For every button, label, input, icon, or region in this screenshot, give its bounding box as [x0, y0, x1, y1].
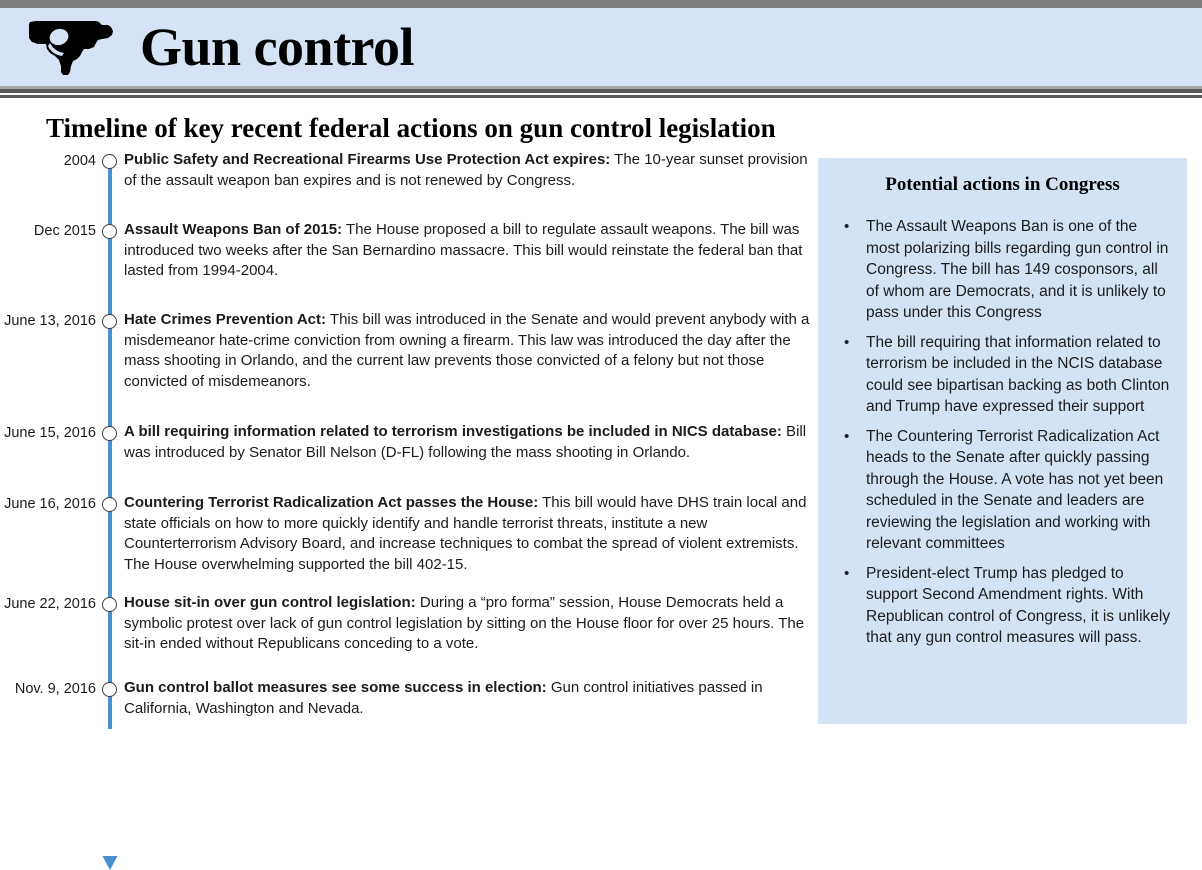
timeline-event-date: June 15, 2016 — [4, 425, 96, 441]
bullet-icon: • — [844, 333, 850, 351]
list-item — [834, 426, 1171, 555]
timeline-event-text: During a “pro forma” session, House Democrats held a symbolic protest over lack of gun control legislation by sitting on the House floor for over 25 hours. The sit-in ended without Republicans conceding to a vote. — [124, 594, 805, 652]
timeline-event-text: The House proposed a bill to regulate assault weapons. The bill was introduced two weeks after the San Bernardino massacre. This bill would reinstate the federal ban that lasted from 1994-2004. — [124, 221, 803, 279]
timeline-event-date: June 22, 2016 — [4, 596, 96, 612]
timeline-event-body — [124, 493, 810, 575]
timeline-event-text: Bill was introduced by Senator Bill Nelson (D-FL) following the mass shooting in Orlando. — [124, 423, 807, 461]
page-banner — [0, 8, 1202, 86]
timeline-marker-dot — [102, 154, 117, 169]
timeline-event-body — [124, 422, 810, 463]
list-item-text: The Assault Weapons Ban is one of the most polarizing bills regarding gun control in Congress. The bill has 149 cosponsors, all of whom are Democrats, and it is unlikely to pass under this Congress — [866, 218, 1169, 321]
bullet-icon: • — [844, 564, 850, 582]
timeline-marker-dot — [102, 314, 117, 329]
timeline-event-body — [124, 150, 810, 191]
sidebar-list — [834, 216, 1171, 649]
timeline-marker-dot — [102, 497, 117, 512]
timeline-event-date: Dec 2015 — [33, 223, 96, 239]
timeline-event-date: June 16, 2016 — [4, 496, 96, 512]
bullet-icon: • — [844, 218, 850, 235]
top-rule — [0, 0, 1202, 8]
timeline-event-headline: House sit-in over gun control legislation: — [124, 594, 416, 611]
list-item — [834, 216, 1171, 324]
timeline — [0, 152, 812, 752]
timeline-marker-dot — [102, 224, 117, 239]
timeline-event-headline: A bill requiring information related to terrorism investigations be included in NICS database: — [124, 423, 782, 440]
timeline-event-text: This bill would have DHS train local and state officials on how to more quickly identify and handle terrorist threats, institute a new Counterterrorism Advisory Board, and increase techniques to combat the spread of violent extremists. The House overwhelming supported the bill 402-15. — [124, 494, 807, 573]
list-item — [834, 563, 1171, 649]
timeline-marker-dot — [102, 426, 117, 441]
timeline-arrow-icon — [100, 852, 120, 870]
timeline-event-headline: Gun control ballot measures see some success in election: — [124, 679, 547, 696]
header-divider-4 — [0, 95, 1202, 98]
potential-actions-panel — [818, 158, 1187, 724]
section-title: Timeline of key recent federal actions on gun control legislation — [46, 113, 776, 143]
timeline-event-date: Nov. 9, 2016 — [14, 681, 96, 697]
list-item-text: The bill requiring that information related to terrorism be included in the NCIS database could see bipartisan backing as both Clinton and Trump have expressed their support — [866, 333, 1170, 415]
timeline-event-text: This bill was introduced in the Senate and would prevent anybody with a misdemeanor hate-crime conviction from owning a firearm. This law was introduced the day after the mass shooting in Orlando, and the current law prevents those convicted of a felony but not those convicted of misdemeanors. — [124, 311, 810, 390]
timeline-event-body — [124, 678, 810, 719]
timeline-event-headline: Hate Crimes Prevention Act: — [124, 311, 327, 328]
timeline-event-date: 2004 — [63, 153, 96, 169]
list-item-text: The Countering Terrorist Radicalization Act heads to the Senate after quickly passing through the House. A vote has not yet been scheduled in the Senate and leaders are reviewing the legislation and working with relevant committees — [866, 427, 1164, 552]
timeline-axis-line — [108, 162, 112, 729]
page-title: Gun control — [140, 17, 415, 77]
list-item-text: President-elect Trump has pledged to support Second Amendment rights. With Republican control of Congress, it is unlikely that any gun control measures will pass. — [866, 564, 1171, 646]
timeline-event-body — [124, 593, 810, 655]
bullet-icon: • — [844, 427, 850, 445]
timeline-marker-dot — [102, 597, 117, 612]
list-item — [834, 332, 1171, 418]
handgun-icon — [26, 16, 118, 78]
timeline-event-headline: Public Safety and Recreational Firearms Use Protection Act expires: — [124, 151, 611, 168]
timeline-event-text: The 10-year sunset provision of the assault weapon ban expires and is not renewed by Congress. — [124, 151, 808, 189]
sidebar-title: Potential actions in Congress — [885, 174, 1120, 195]
timeline-marker-dot — [102, 682, 117, 697]
timeline-event-body — [124, 310, 810, 392]
timeline-event-date: June 13, 2016 — [4, 313, 96, 329]
timeline-event-text: Gun control initiatives passed in California, Washington and Nevada. — [124, 679, 763, 717]
timeline-event-headline: Assault Weapons Ban of 2015: — [124, 221, 343, 238]
timeline-event-headline: Countering Terrorist Radicalization Act passes the House: — [124, 494, 539, 511]
timeline-event-body — [124, 220, 810, 282]
